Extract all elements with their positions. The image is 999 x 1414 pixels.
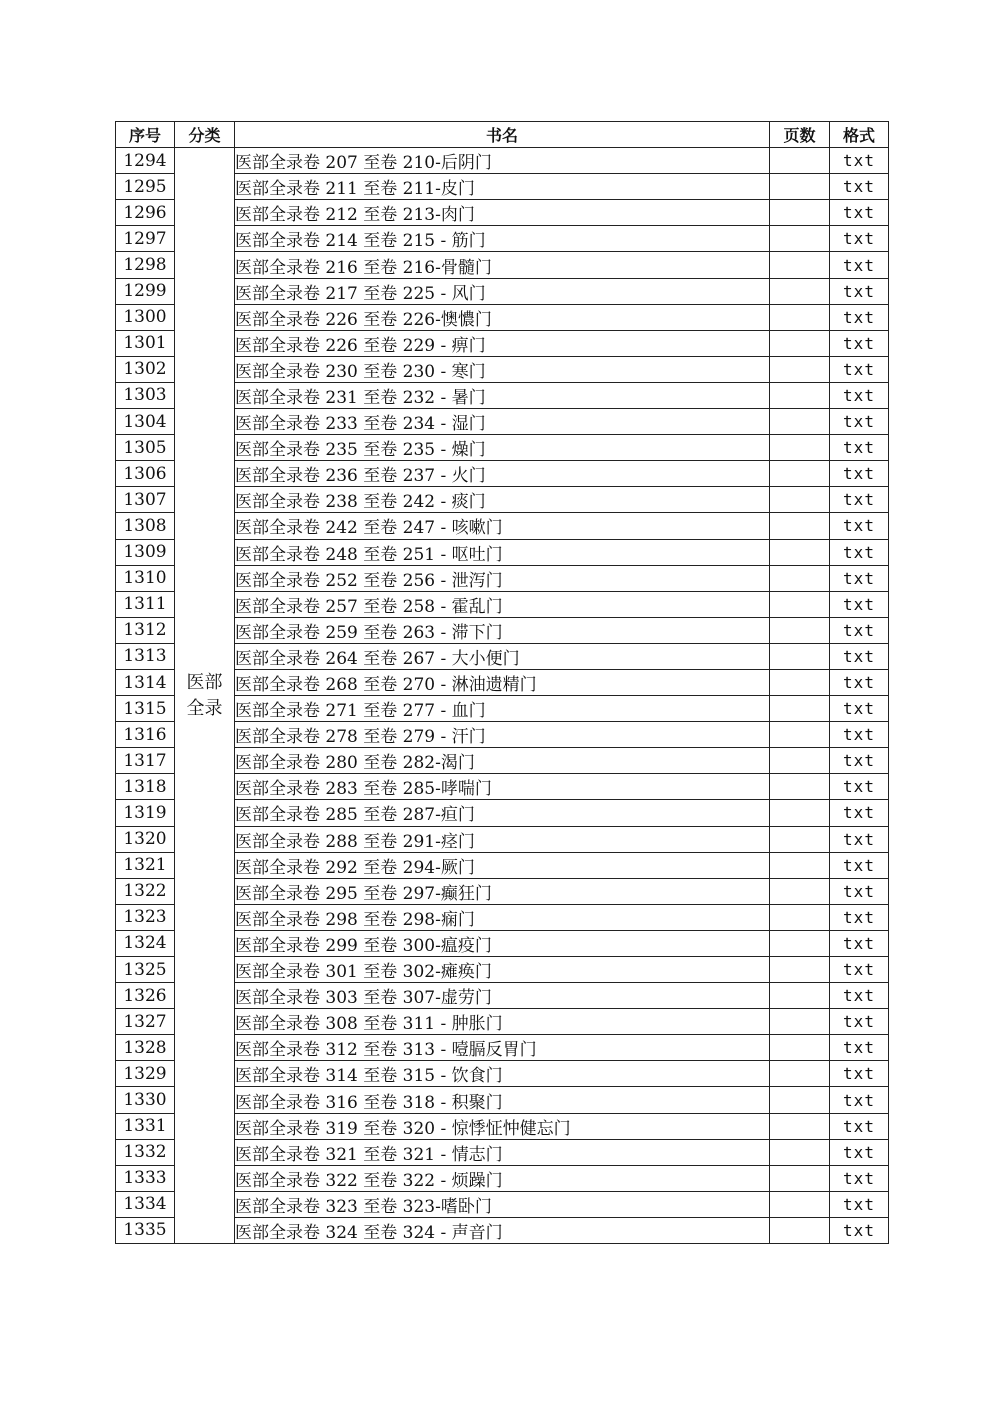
row-number: 1300 (116, 304, 175, 330)
book-title: 医部全录卷 322 至卷 322 - 烦躁门 (235, 1165, 770, 1191)
book-title: 医部全录卷 283 至卷 285-哮喘门 (235, 774, 770, 800)
row-number: 1295 (116, 174, 175, 200)
row-number: 1299 (116, 278, 175, 304)
book-title: 医部全录卷 235 至卷 235 - 燥门 (235, 435, 770, 461)
book-title: 医部全录卷 323 至卷 323-嗜卧门 (235, 1191, 770, 1217)
page-count (770, 826, 830, 852)
book-title: 医部全录卷 211 至卷 211-皮门 (235, 174, 770, 200)
page-count (770, 1217, 830, 1243)
file-format: txt (830, 382, 889, 408)
row-number: 1312 (116, 617, 175, 643)
book-title: 医部全录卷 314 至卷 315 - 饮食门 (235, 1061, 770, 1087)
page-count (770, 513, 830, 539)
file-format: txt (830, 1191, 889, 1217)
book-title: 医部全录卷 248 至卷 251 - 呕吐门 (235, 539, 770, 565)
file-format: txt (830, 878, 889, 904)
catalog-table (115, 121, 889, 1244)
book-title: 医部全录卷 259 至卷 263 - 滞下门 (235, 617, 770, 643)
book-title: 医部全录卷 301 至卷 302-瘫痪门 (235, 957, 770, 983)
page-count (770, 748, 830, 774)
row-number: 1326 (116, 983, 175, 1009)
book-title: 医部全录卷 226 至卷 226-懊憹门 (235, 304, 770, 330)
file-format: txt (830, 304, 889, 330)
row-number: 1317 (116, 748, 175, 774)
book-title: 医部全录卷 324 至卷 324 - 声音门 (235, 1217, 770, 1243)
book-title: 医部全录卷 280 至卷 282-渴门 (235, 748, 770, 774)
row-number: 1297 (116, 226, 175, 252)
file-format: txt (830, 748, 889, 774)
book-title: 医部全录卷 295 至卷 297-癫狂门 (235, 878, 770, 904)
page-count (770, 330, 830, 356)
page-count (770, 617, 830, 643)
book-title: 医部全录卷 321 至卷 321 - 情志门 (235, 1139, 770, 1165)
file-format: txt (830, 1087, 889, 1113)
page-count (770, 878, 830, 904)
file-format: txt (830, 957, 889, 983)
book-title: 医部全录卷 292 至卷 294-厥门 (235, 852, 770, 878)
page-count (770, 382, 830, 408)
file-format: txt (830, 148, 889, 174)
file-format: txt (830, 669, 889, 695)
row-number: 1304 (116, 409, 175, 435)
file-format: txt (830, 983, 889, 1009)
row-number: 1302 (116, 356, 175, 382)
header-category: 分类 (175, 122, 235, 148)
page-count (770, 1113, 830, 1139)
catalog-body (116, 148, 889, 1244)
book-title: 医部全录卷 212 至卷 213-肉门 (235, 200, 770, 226)
row-number: 1315 (116, 696, 175, 722)
row-number: 1298 (116, 252, 175, 278)
row-number: 1306 (116, 461, 175, 487)
page-count (770, 487, 830, 513)
book-title: 医部全录卷 312 至卷 313 - 噎膈反胃门 (235, 1035, 770, 1061)
row-number: 1325 (116, 957, 175, 983)
row-number: 1334 (116, 1191, 175, 1217)
page-count (770, 252, 830, 278)
row-number: 1321 (116, 852, 175, 878)
page-count (770, 983, 830, 1009)
book-title: 医部全录卷 216 至卷 216-骨髓门 (235, 252, 770, 278)
book-title: 医部全录卷 299 至卷 300-瘟疫门 (235, 930, 770, 956)
row-number: 1307 (116, 487, 175, 513)
page-count (770, 1009, 830, 1035)
file-format: txt (830, 539, 889, 565)
page-count (770, 591, 830, 617)
file-format: txt (830, 904, 889, 930)
page-count (770, 1139, 830, 1165)
page-count (770, 565, 830, 591)
book-title: 医部全录卷 238 至卷 242 - 痰门 (235, 487, 770, 513)
page-count (770, 930, 830, 956)
row-number: 1328 (116, 1035, 175, 1061)
row-number: 1309 (116, 539, 175, 565)
page-count (770, 1191, 830, 1217)
file-format: txt (830, 1165, 889, 1191)
page-count (770, 800, 830, 826)
file-format: txt (830, 461, 889, 487)
book-title: 医部全录卷 285 至卷 287-疸门 (235, 800, 770, 826)
file-format: txt (830, 774, 889, 800)
book-title: 医部全录卷 271 至卷 277 - 血门 (235, 696, 770, 722)
category-line-2: 全录 (186, 697, 223, 719)
book-title: 医部全录卷 236 至卷 237 - 火门 (235, 461, 770, 487)
page-count (770, 226, 830, 252)
header-num: 序号 (116, 122, 175, 148)
page-count (770, 643, 830, 669)
file-format: txt (830, 487, 889, 513)
row-number: 1322 (116, 878, 175, 904)
book-title: 医部全录卷 303 至卷 307-虚劳门 (235, 983, 770, 1009)
row-number: 1310 (116, 565, 175, 591)
page-count (770, 200, 830, 226)
page-count (770, 356, 830, 382)
row-number: 1319 (116, 800, 175, 826)
page-count (770, 722, 830, 748)
file-format: txt (830, 1061, 889, 1087)
header-title: 书名 (235, 122, 770, 148)
file-format: txt (830, 1035, 889, 1061)
page-count (770, 669, 830, 695)
book-title: 医部全录卷 298 至卷 298-痫门 (235, 904, 770, 930)
file-format: txt (830, 226, 889, 252)
page-count (770, 409, 830, 435)
book-title: 医部全录卷 231 至卷 232 - 暑门 (235, 382, 770, 408)
book-title: 医部全录卷 308 至卷 311 - 肿胀门 (235, 1009, 770, 1035)
book-title: 医部全录卷 288 至卷 291-痉门 (235, 826, 770, 852)
file-format: txt (830, 591, 889, 617)
file-format: txt (830, 200, 889, 226)
file-format: txt (830, 565, 889, 591)
book-title: 医部全录卷 316 至卷 318 - 积聚门 (235, 1087, 770, 1113)
book-title: 医部全录卷 257 至卷 258 - 霍乱门 (235, 591, 770, 617)
file-format: txt (830, 696, 889, 722)
page-count (770, 1035, 830, 1061)
file-format: txt (830, 1217, 889, 1243)
table-row (116, 148, 889, 174)
book-title: 医部全录卷 319 至卷 320 - 惊悸怔忡健忘门 (235, 1113, 770, 1139)
book-title: 医部全录卷 230 至卷 230 - 寒门 (235, 356, 770, 382)
file-format: txt (830, 1009, 889, 1035)
row-number: 1308 (116, 513, 175, 539)
page-count (770, 461, 830, 487)
file-format: txt (830, 722, 889, 748)
row-number: 1324 (116, 930, 175, 956)
book-title: 医部全录卷 214 至卷 215 - 筋门 (235, 226, 770, 252)
page-count (770, 1087, 830, 1113)
page-count (770, 852, 830, 878)
file-format: txt (830, 278, 889, 304)
row-number: 1318 (116, 774, 175, 800)
page-count (770, 304, 830, 330)
file-format: txt (830, 330, 889, 356)
header-row (116, 122, 889, 148)
row-number: 1314 (116, 669, 175, 695)
page-count (770, 774, 830, 800)
row-number: 1313 (116, 643, 175, 669)
file-format: txt (830, 826, 889, 852)
book-title: 医部全录卷 268 至卷 270 - 淋油遗精门 (235, 669, 770, 695)
row-number: 1301 (116, 330, 175, 356)
page-count (770, 904, 830, 930)
category-cell (175, 148, 235, 1244)
book-title: 医部全录卷 252 至卷 256 - 泄泻门 (235, 565, 770, 591)
file-format: txt (830, 174, 889, 200)
row-number: 1311 (116, 591, 175, 617)
page-count (770, 957, 830, 983)
row-number: 1329 (116, 1061, 175, 1087)
row-number: 1303 (116, 382, 175, 408)
row-number: 1333 (116, 1165, 175, 1191)
file-format: txt (830, 1139, 889, 1165)
row-number: 1332 (116, 1139, 175, 1165)
row-number: 1296 (116, 200, 175, 226)
page-count (770, 148, 830, 174)
file-format: txt (830, 409, 889, 435)
row-number: 1327 (116, 1009, 175, 1035)
book-title: 医部全录卷 207 至卷 210-后阴门 (235, 148, 770, 174)
row-number: 1330 (116, 1087, 175, 1113)
file-format: txt (830, 1113, 889, 1139)
row-number: 1320 (116, 826, 175, 852)
file-format: txt (830, 617, 889, 643)
file-format: txt (830, 435, 889, 461)
file-format: txt (830, 356, 889, 382)
book-title: 医部全录卷 264 至卷 267 - 大小便门 (235, 643, 770, 669)
file-format: txt (830, 643, 889, 669)
file-format: txt (830, 513, 889, 539)
book-title: 医部全录卷 242 至卷 247 - 咳嗽门 (235, 513, 770, 539)
page-count (770, 435, 830, 461)
page-count (770, 174, 830, 200)
file-format: txt (830, 930, 889, 956)
row-number: 1323 (116, 904, 175, 930)
row-number: 1305 (116, 435, 175, 461)
header-pages: 页数 (770, 122, 830, 148)
row-number: 1335 (116, 1217, 175, 1243)
book-title: 医部全录卷 217 至卷 225 - 风门 (235, 278, 770, 304)
page-count (770, 278, 830, 304)
page-count (770, 539, 830, 565)
page-count (770, 1061, 830, 1087)
book-title: 医部全录卷 278 至卷 279 - 汗门 (235, 722, 770, 748)
page-count (770, 1165, 830, 1191)
page-count (770, 696, 830, 722)
file-format: txt (830, 852, 889, 878)
book-title: 医部全录卷 233 至卷 234 - 湿门 (235, 409, 770, 435)
row-number: 1294 (116, 148, 175, 174)
row-number: 1316 (116, 722, 175, 748)
category-line-1: 医部 (186, 671, 223, 693)
header-format: 格式 (830, 122, 889, 148)
file-format: txt (830, 252, 889, 278)
row-number: 1331 (116, 1113, 175, 1139)
file-format: txt (830, 800, 889, 826)
book-title: 医部全录卷 226 至卷 229 - 痹门 (235, 330, 770, 356)
